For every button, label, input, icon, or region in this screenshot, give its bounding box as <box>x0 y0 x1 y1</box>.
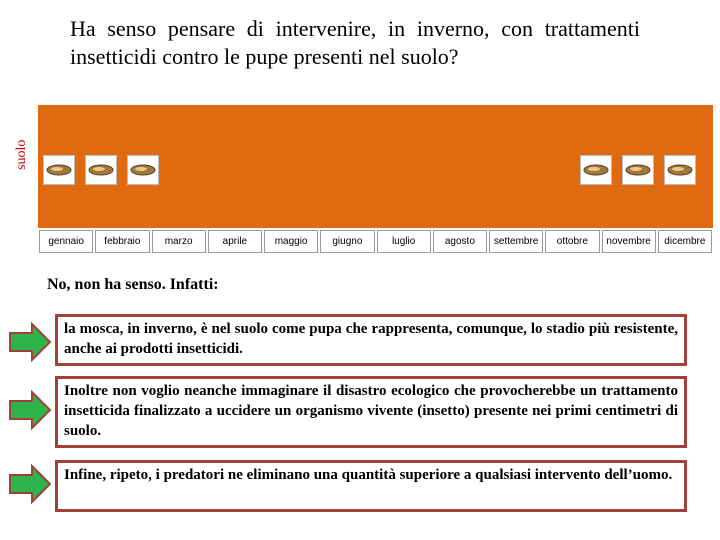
month-september: settembre <box>489 230 543 253</box>
pupa-icon <box>127 155 159 185</box>
question-title: Ha senso pensare di intervenire, in inverno, con trattamenti insetticidi contro le pupe presenti nel suolo? <box>70 16 640 69</box>
month-january: gennaio <box>39 230 93 253</box>
right-arrow-icon <box>8 464 52 504</box>
month-november: novembre <box>602 230 656 253</box>
month-timeline <box>38 228 713 255</box>
month-april: aprile <box>208 230 262 253</box>
right-arrow-icon <box>8 322 52 362</box>
month-august: agosto <box>433 230 487 253</box>
pupa-icon <box>622 155 654 185</box>
pupa-icon <box>43 155 75 185</box>
right-arrow-icon <box>8 390 52 430</box>
month-february: febbraio <box>95 230 149 253</box>
reason-box-1: la mosca, in inverno, è nel suolo come pupa che rappresenta, comunque, lo stadio più resistente, anche ai prodotti insetticidi. <box>55 314 687 366</box>
soil-label: suolo <box>14 139 29 171</box>
month-may: maggio <box>264 230 318 253</box>
month-june: giugno <box>320 230 374 253</box>
month-march: marzo <box>152 230 206 253</box>
pupa-icon <box>580 155 612 185</box>
pupa-icon <box>664 155 696 185</box>
reason-box-2: Inoltre non voglio neanche immaginare il disastro ecologico che provocherebbe un trattamento insetticida finalizzato a uccidere un organismo vivente (insetto) presente nei primi centimetri di suolo. <box>55 376 687 448</box>
pupa-icon <box>85 155 117 185</box>
month-december: dicembre <box>658 230 712 253</box>
reason-box-3: Infine, ripeto, i predatori ne eliminano una quantità superiore a qualsiasi intervento dell’uomo. <box>55 460 687 512</box>
month-july: luglio <box>377 230 431 253</box>
answer-heading: No, non ha senso. Infatti: <box>47 276 219 293</box>
month-october: ottobre <box>545 230 599 253</box>
